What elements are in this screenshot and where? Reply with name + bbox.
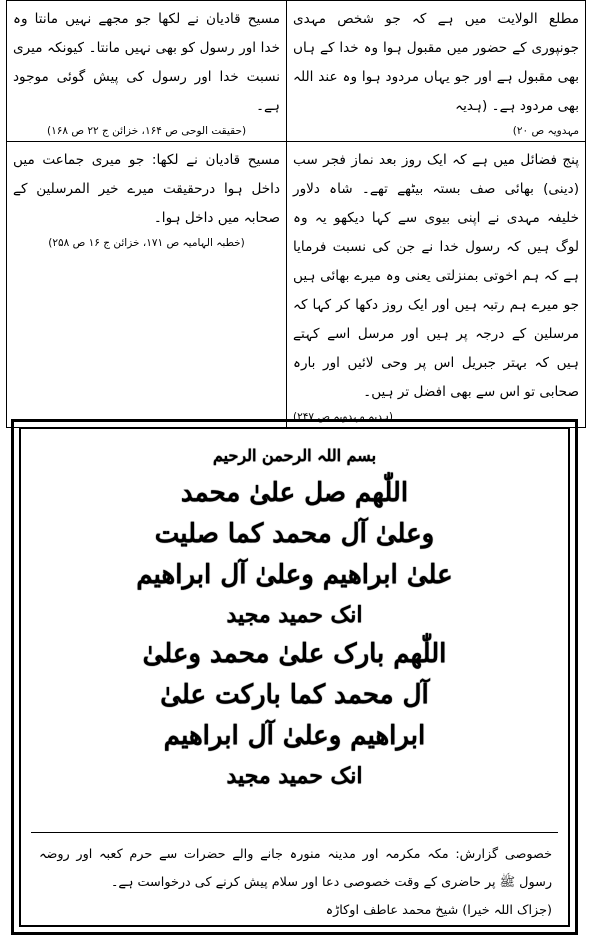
divider: [31, 832, 558, 833]
special-request-note: [39, 841, 552, 925]
table-row: [7, 1, 586, 142]
durood-line: آل محمد کما بارکت علیٰ: [160, 680, 429, 710]
comparison-table: [6, 0, 586, 428]
durood-inner-border: [19, 427, 570, 927]
note-text: خصوصی گزارش: مکہ مکرمہ اور مدینہ منورہ جانے والے حضرات سے حرم کعبہ اور روضہ رسول ﷺ پر حاضری کے وقت خصوصی دعا اور سلام پیش کرنے کی درخواست ہے۔: [39, 847, 552, 890]
durood-calligraphy: [21, 439, 568, 795]
note-credit: (جزاک اللہ خیرا) شیخ محمد عاطف اوکاڑہ: [325, 903, 552, 918]
durood-frame: [11, 419, 578, 935]
durood-line: اللّٰھم صل علیٰ محمد: [180, 478, 409, 508]
durood-line: علیٰ ابراھیم وعلیٰ آل ابراھیم: [136, 560, 453, 590]
durood-line: انک حمید مجید: [226, 763, 363, 789]
mahdavi-cell: [287, 1, 586, 142]
mahdavi-cell: [287, 142, 586, 428]
table-row: [7, 142, 586, 428]
qadiani-reference: (حقیقت الوحی ص ۱۶۴، خزائن ج ۲۲ ص ۱۶۸): [46, 125, 247, 137]
qadiani-text: مسیح قادیان نے لکھا: جو میری جماعت میں داخل ہوا درحقیقت میرے خیر المرسلین کے صحابہ میں داخل ہوا۔: [13, 152, 280, 226]
bismillah-line: بسم اللہ الرحمن الرحیم: [212, 446, 377, 465]
qadiani-text: مسیح قادیان نے لکھا جو مجھے نہیں مانتا وہ خدا اور رسول کو بھی نہیں مانتا۔ کیونکہ میری نسبت خدا اور رسول کی پیش گوئی موجود ہے۔: [13, 11, 280, 114]
mahdavi-reference: مہدویہ ص ۲۰): [512, 125, 579, 137]
mahdavi-text: مطلع الولایت میں ہے کہ جو شخص مہدی جونپوری کے حضور میں مقبول ہوا وہ خدا کے ہاں بھی مقبول ہے اور جو یہاں مردود ہوا وہ عند اللہ بھی مردود ہے۔ (ہدیہ: [293, 11, 579, 114]
durood-line: وعلیٰ آل محمد کما صلیت: [154, 519, 435, 549]
durood-line: انک حمید مجید: [226, 602, 363, 628]
mahdavi-reference: (ہدیہ مہدویہ ص ۲۴۷): [293, 411, 394, 423]
qadiani-cell: [7, 142, 287, 428]
durood-line: اللّٰھم بارک علیٰ محمد وعلیٰ: [142, 639, 447, 669]
mahdavi-text: پنج فضائل میں ہے کہ ایک روز بعد نماز فجر سب (دینی) بھائی صف بستہ بیٹھے تھے۔ شاہ دلاور خلیفہ مہدی نے اپنی بیوی سے کہا دیکھو یہ وہ لوگ ہیں کہ رسول خدا نے جن کی نسبت فرمایا ہے کہ ہم اخوتی بمنزلتی یعنی وہ میرے بھائی ہیں جو میرے ہم رتبہ ہیں اور ایک روز دکھا کر کہا کہ مرسلین کے درجہ پر ہیں اور مرسل اسے کہتے ہیں کہ بہتر جبریل اس پر وحی لائیں اور بارہ صحابی تو اس سے بھی افضل تر ہیں۔: [293, 152, 579, 400]
durood-line: ابراھیم وعلیٰ آل ابراھیم: [163, 721, 426, 751]
qadiani-cell: [7, 1, 287, 142]
qadiani-reference: (خطبہ الہامیہ ص ۱۷۱، خزائن ج ۱۶ ص ۲۵۸): [48, 237, 245, 249]
